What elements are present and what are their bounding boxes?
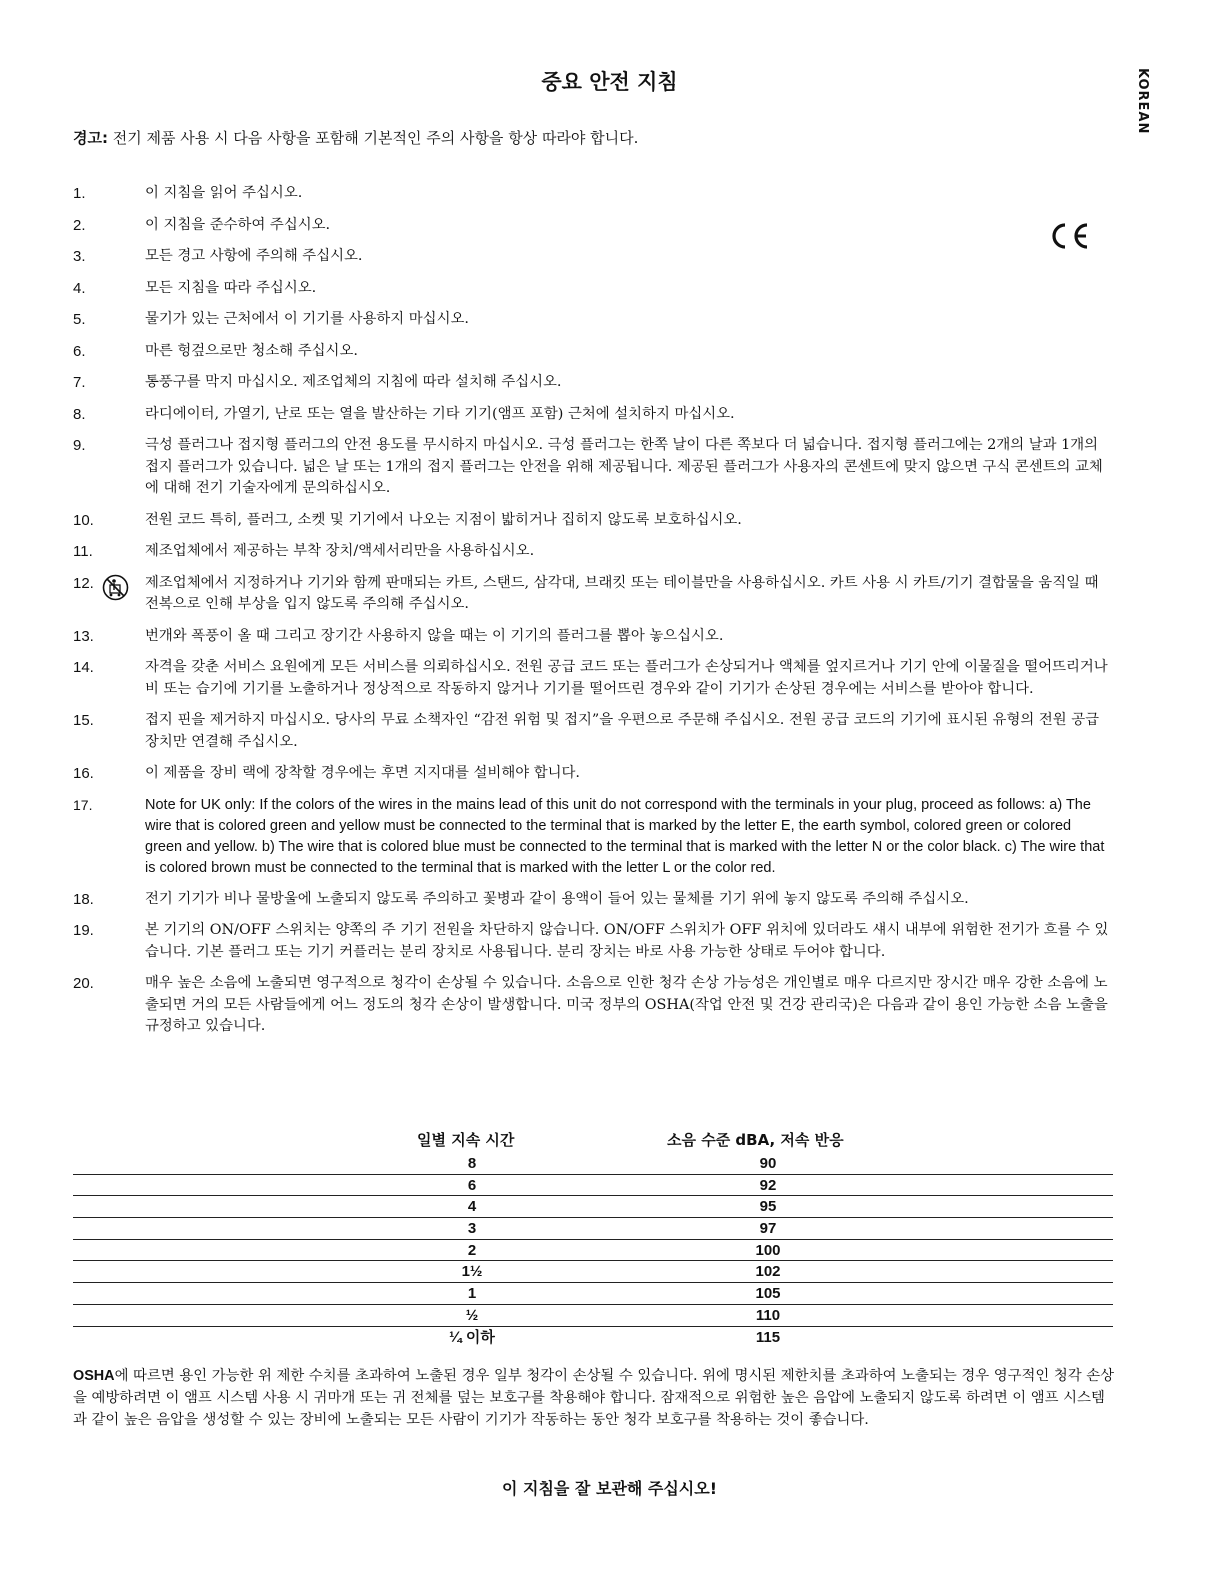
- list-item: [73, 278, 1113, 300]
- item-text: 본 기기의 ON/OFF 스위치는 양쪽의 주 기기 전원을 차단하지 않습니다. ON/OFF 스위치가 OFF 위치에 있더라도 섀시 내부에 위험한 전기가 흐를 수 있습니다. 기본 플러그 또는 기기 커플러는 분리 장치로 사용됩니다. 분리 장치는 바로 사용 가능한 상태로 두어야 합니다.: [145, 922, 1109, 960]
- item-number: 14.: [73, 659, 94, 676]
- item-number: 11.: [73, 543, 93, 560]
- warning-line: [73, 127, 1123, 148]
- item-text: Note for UK only: If the colors of the wires in the mains lead of this unit do not correspond with the terminals in your plug, proceed as follows: a) The wire that is colored green and yellow must be connected to the terminal that is marked by the letter E, the earth symbol, colored green or colored green and yellow. b) The wire that is colored blue must be connected to the terminal that is marked with the letter N or the color black. c) The wire that is colored brown must be connected to the terminal that is marked with the letter L or the color red.: [145, 796, 1105, 876]
- list-item: [73, 973, 1113, 1038]
- item-number: 4.: [73, 279, 86, 297]
- list-item: [73, 889, 1113, 911]
- item-text: 제조업체에서 지정하거나 기기와 함께 판매되는 카트, 스탠드, 삼각대, 브래킷 또는 테이블만을 사용하십시오. 카트 사용 시 카트/기기 결합물을 움직일 때 전복으로 인해 부상을 입지 않도록 주의해 주십시오.: [145, 574, 1099, 612]
- item-number: 20.: [73, 975, 94, 992]
- table-body: [73, 1153, 1113, 1348]
- column-header-duration: 일별 지속 시간: [417, 1131, 515, 1149]
- osha-text: 에 따르면 용인 가능한 위 제한 수치를 초과하여 노출된 경우 일부 청각이 손상될 수 있습니다. 위에 명시된 제한치를 초과하여 노출되는 경우 영구적인 청각 손상을 예방하려면 이 앰프 시스템 사용 시 귀마개 또는 귀 전체를 덮는 보호구를 착용해야 합니다. 잠재적으로 위험한 높은 음압에 노출되지 않도록 하려면 이 앰프 시스템과 같이 높은 음압을 생성할 수 있는 장비에 노출되는 모든 사람이 기기가 작동하는 동안 청각 보호구를 착용하는 것이 좋습니다.: [73, 1368, 1115, 1428]
- duration-cell: 2: [467, 1241, 477, 1259]
- language-label-text: KOREAN: [1135, 68, 1150, 135]
- list-item: [73, 710, 1113, 753]
- list-item: [73, 657, 1113, 700]
- item-text: 이 지침을 준수하여 주십시오.: [145, 216, 331, 233]
- table-header-row: [73, 1129, 1113, 1153]
- item-text: 제조업체에서 제공하는 부착 장치/액세서리만을 사용하십시오.: [145, 543, 535, 559]
- item-text: 통풍구를 막지 마십시오. 제조업체의 지침에 따라 설치해 주십시오.: [145, 374, 562, 390]
- table-row: [73, 1153, 1113, 1175]
- duration-cell: 6: [467, 1176, 477, 1194]
- table-row: [73, 1327, 1113, 1349]
- cart-tip-over-warning-icon: [102, 574, 129, 601]
- item-number: 15.: [73, 712, 94, 729]
- item-text: 접지 핀을 제거하지 마십시오. 당사의 무료 소책자인 “감전 위험 및 접지”을 우편으로 주문해 주십시오. 전원 공급 코드의 기기에 표시된 유형의 전원 공급 장치만 연결해 주십시오.: [145, 712, 1100, 750]
- duration-cell: 1: [467, 1285, 477, 1303]
- item-text: 라디에이터, 가열기, 난로 또는 열을 발산하는 기타 기기(앰프 포함) 근처에 설치하지 마십시오.: [145, 405, 735, 422]
- item-text: 이 지침을 읽어 주십시오.: [145, 185, 303, 201]
- list-item: [73, 763, 1113, 785]
- item-text: 이 제품을 장비 랙에 장착할 경우에는 후면 지지대를 설비해야 합니다.: [145, 765, 580, 781]
- list-item: [73, 626, 1113, 648]
- item-text: 번개와 폭풍이 올 때 그리고 장기간 사용하지 않을 때는 이 기기의 플러그를 뽑아 놓으십시오.: [145, 627, 724, 644]
- item-text: 극성 플러그나 접지형 플러그의 안전 용도를 무시하지 마십시오. 극성 플러그는 한쪽 날이 다른 쪽보다 더 넓습니다. 접지형 플러그에는 2개의 날과 1개의 접지 플러그가 있습니다. 넓은 날 또는 1개의 접지 플러그는 안전을 위해 제공됩니다. 제공된 플러그가 사용자의 콘센트에 맞지 않으면 구식 콘센트의 교체에 대해 전기 기술자에게 문의하십시오.: [145, 437, 1103, 496]
- item-text: 모든 지침을 따라 주십시오.: [145, 279, 317, 296]
- item-number: 6.: [73, 342, 86, 360]
- table-row: [73, 1175, 1113, 1197]
- duration-cell: 4: [467, 1198, 477, 1216]
- item-number: 18.: [73, 890, 94, 908]
- item-number: 3.: [73, 248, 86, 265]
- list-item: [73, 541, 1113, 563]
- duration-cell: 1½: [461, 1263, 483, 1281]
- table-row: [73, 1283, 1113, 1305]
- item-number: 2.: [73, 216, 86, 234]
- list-item: [73, 246, 1113, 268]
- list-item: [73, 435, 1113, 500]
- list-item: [73, 341, 1113, 363]
- duration-cell: ½: [465, 1306, 479, 1324]
- item-number: 1.: [73, 185, 86, 202]
- sound-level-cell: 90: [759, 1155, 777, 1172]
- sound-level-cell: 102: [755, 1263, 781, 1281]
- list-item: [73, 920, 1113, 963]
- sound-level-cell: 105: [755, 1285, 781, 1303]
- duration-cell: 3: [467, 1220, 477, 1238]
- item-number: 17.: [73, 796, 93, 813]
- table-row: [73, 1261, 1113, 1283]
- item-text: 전기 기기가 비나 물방울에 노출되지 않도록 주의하고 꽃병과 같이 용액이 들어 있는 물체를 기기 위에 놓지 않도록 주의해 주십시오.: [145, 890, 969, 907]
- duration-cell: ¼ 이하: [449, 1328, 495, 1346]
- table-row: [73, 1240, 1113, 1262]
- item-number: 7.: [73, 374, 86, 391]
- list-item: [73, 573, 1113, 616]
- list-item: [73, 404, 1113, 426]
- item-number: 13.: [73, 627, 94, 645]
- page-title: 중요 안전 지침: [541, 70, 678, 94]
- list-item: [73, 309, 1113, 331]
- sound-level-cell: 110: [755, 1306, 781, 1324]
- warning-text: 전기 제품 사용 시 다음 사항을 포함해 기본적인 주의 사항을 항상 따라야 합니다.: [107, 129, 639, 147]
- item-number: 9.: [73, 437, 86, 454]
- item-number: 5.: [73, 311, 86, 328]
- noise-exposure-table: [73, 1129, 1113, 1348]
- item-number: 16.: [73, 765, 94, 782]
- list-item: [73, 372, 1113, 394]
- item-number: 10.: [73, 511, 94, 529]
- warning-label: 경고:: [73, 129, 108, 147]
- item-text: 전원 코드 특히, 플러그, 소켓 및 기기에서 나오는 지점이 밟히거나 집히지 않도록 보호하십시오.: [145, 511, 742, 528]
- item-number: 19.: [73, 922, 94, 939]
- item-number: 8.: [73, 405, 86, 423]
- duration-cell: 8: [467, 1155, 477, 1172]
- sound-level-cell: 115: [755, 1328, 781, 1346]
- list-item: [73, 215, 1113, 237]
- item-text: 마른 헝겊으로만 청소해 주십시오.: [145, 342, 358, 359]
- sound-level-cell: 92: [759, 1176, 777, 1194]
- table-row: [73, 1196, 1113, 1218]
- language-side-label: [1130, 68, 1150, 148]
- item-text: 매우 높은 소음에 노출되면 영구적으로 청각이 손상될 수 있습니다. 소음으로 인한 청각 손상 가능성은 개인별로 매우 다르지만 장시간 매우 강한 소음에 노출되면 거의 모든 사람들에게 어느 정도의 청각 손상이 발생합니다. 미국 정부의 OSHA(작업 안전 및 건강 관리국)은 다음과 같이 용인 가능한 소음 노출을 규정하고 있습니다.: [145, 975, 1108, 1034]
- instruction-list: [73, 183, 1113, 1048]
- sound-level-cell: 95: [759, 1198, 777, 1216]
- osha-paragraph: [73, 1365, 1116, 1431]
- sound-level-cell: 97: [759, 1220, 777, 1238]
- table-row: [73, 1218, 1113, 1240]
- item-text: 물기가 있는 근처에서 이 기기를 사용하지 마십시오.: [145, 311, 469, 327]
- sound-level-cell: 100: [755, 1241, 781, 1259]
- osha-label: OSHA: [73, 1368, 115, 1384]
- list-item: [73, 510, 1113, 532]
- item-number: 12.: [73, 574, 94, 592]
- item-number-with-icon: [73, 573, 145, 616]
- table-row: [73, 1305, 1113, 1327]
- closing-note: 이 지침을 잘 보관해 주십시오!: [501, 1479, 718, 1498]
- item-text: 자격을 갖춘 서비스 요원에게 모든 서비스를 의뢰하십시오. 전원 공급 코드 또는 플러그가 손상되거나 액체를 엎지르거나 기기 안에 이물질을 떨어뜨리거나 비 또는 습기에 기기를 노출하거나 정상적으로 작동하지 않거나 기기를 떨어뜨린 경우와 같이 기기가 손상된 경우에는 서비스를 받아야 합니다.: [145, 659, 1108, 697]
- list-item: [73, 183, 1113, 205]
- list-item: [73, 795, 1113, 879]
- column-header-sound-level: 소음 수준 dBA, 저속 반응: [667, 1131, 844, 1149]
- item-text: 모든 경고 사항에 주의해 주십시오.: [145, 248, 363, 264]
